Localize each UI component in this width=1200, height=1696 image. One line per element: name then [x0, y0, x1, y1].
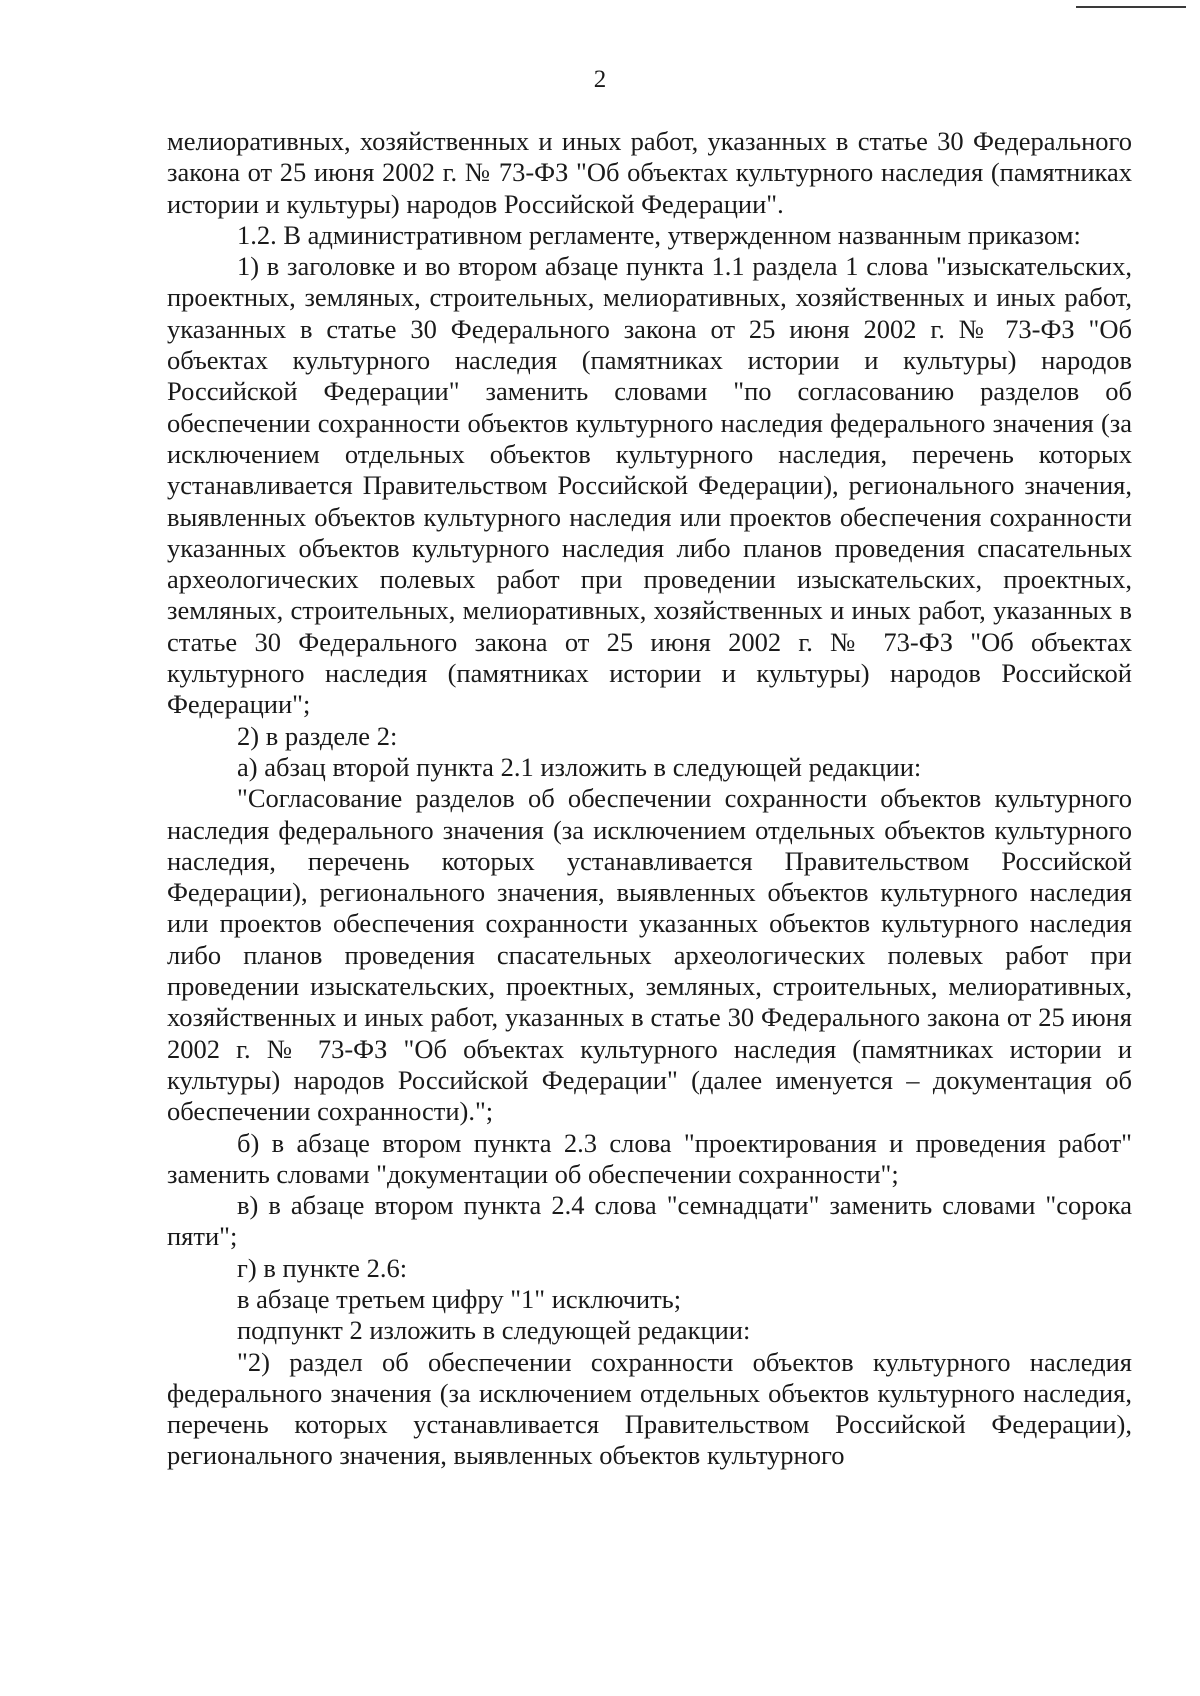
paragraph-podpunkt-2: подпункт 2 изложить в следующей редакции: — [237, 1315, 751, 1346]
paragraph-item-1-2: 1.2. В административном регламенте, утвержденном названным приказом: — [237, 219, 1081, 250]
paragraph-continuation: мелиоративных, хозяйственных и иных работ, указанных в статье 30 Федерального закона от 25 июня 2002 г. № 73-ФЗ "Об объектах культурного наследия (памятниках истории и культуры) народов Российской Федерации". — [167, 126, 1132, 219]
paragraph-subitem-2g: г) в пункте 2.6: — [237, 1252, 408, 1283]
paragraph-new-wording-2-1: "Согласование разделов об обеспечении сохранности объектов культурного наследия федерального значения (за исключением отдельных объектов культурного наследия, перечень которых устанавливается Правительством Российской Федерации), регионального значения, выявленных объектов культурного наследия или проектов обеспечения сохранности указанных объектов культурного наследия либо планов проведения спасательных археологических полевых работ при проведении изыскательских, проектных, земляных, строительных, мелиоративных, хозяйственных и иных работ, указанных в статье 30 Федерального закона от 25 июня 2002 г. № 73-ФЗ "Об объектах культурного наследия (памятниках истории и культуры) народов Российской Федерации" (далее именуется – документация об обеспечении сохранности)."; — [167, 783, 1132, 1127]
paragraph-subitem-2b: б) в абзаце втором пункта 2.3 слова "проектирования и проведения работ" заменить словами "документации об обеспечении сохранности"; — [167, 1127, 1132, 1189]
scan-edge-mark — [1076, 6, 1186, 8]
paragraph-third-abzac: в абзаце третьем цифру "1" исключить; — [237, 1283, 682, 1314]
document-body — [167, 126, 1132, 1472]
paragraph-subitem-2v: в) в абзаце втором пункта 2.4 слова "семнадцати" заменить словами "сорока пяти"; — [167, 1190, 1132, 1252]
page-number: 2 — [593, 66, 607, 93]
paragraph-subitem-2: 2) в разделе 2: — [237, 720, 398, 751]
paragraph-new-wording-podpunkt-2: "2) раздел об обеспечении сохранности объектов культурного наследия федерального значения (за исключением отдельных объектов культурного наследия, перечень которых устанавливается Правительством Российской Федерации), регионального значения, выявленных объектов культурного — [167, 1346, 1132, 1471]
paragraph-subitem-2a: а) абзац второй пункта 2.1 изложить в следующей редакции: — [237, 751, 922, 782]
paragraph-subitem-1: 1) в заголовке и во втором абзаце пункта 1.1 раздела 1 слова "изыскательских, проектных, земляных, строительных, мелиоративных, хозяйственных и иных работ, указанных в статье 30 Федерального закона от 25 июня 2002 г. № 73-ФЗ "Об объектах культурного наследия (памятниках истории и культуры) народов Российской Федерации" заменить словами "по согласованию разделов об обеспечении сохранности объектов культурного наследия федерального значения (за исключением отдельных объектов культурного наследия, перечень которых устанавливается Правительством Российской Федерации), регионального значения, выявленных объектов культурного наследия или проектов обеспечения сохранности указанных объектов культурного наследия либо планов проведения спасательных археологических полевых работ при проведении изыскательских, проектных, земляных, строительных, мелиоративных, хозяйственных и иных работ, указанных в статье 30 Федерального закона от 25 июня 2002 г. № 73-ФЗ "Об объектах культурного наследия (памятниках истории и культуры) народов Российской Федерации"; — [167, 251, 1132, 720]
